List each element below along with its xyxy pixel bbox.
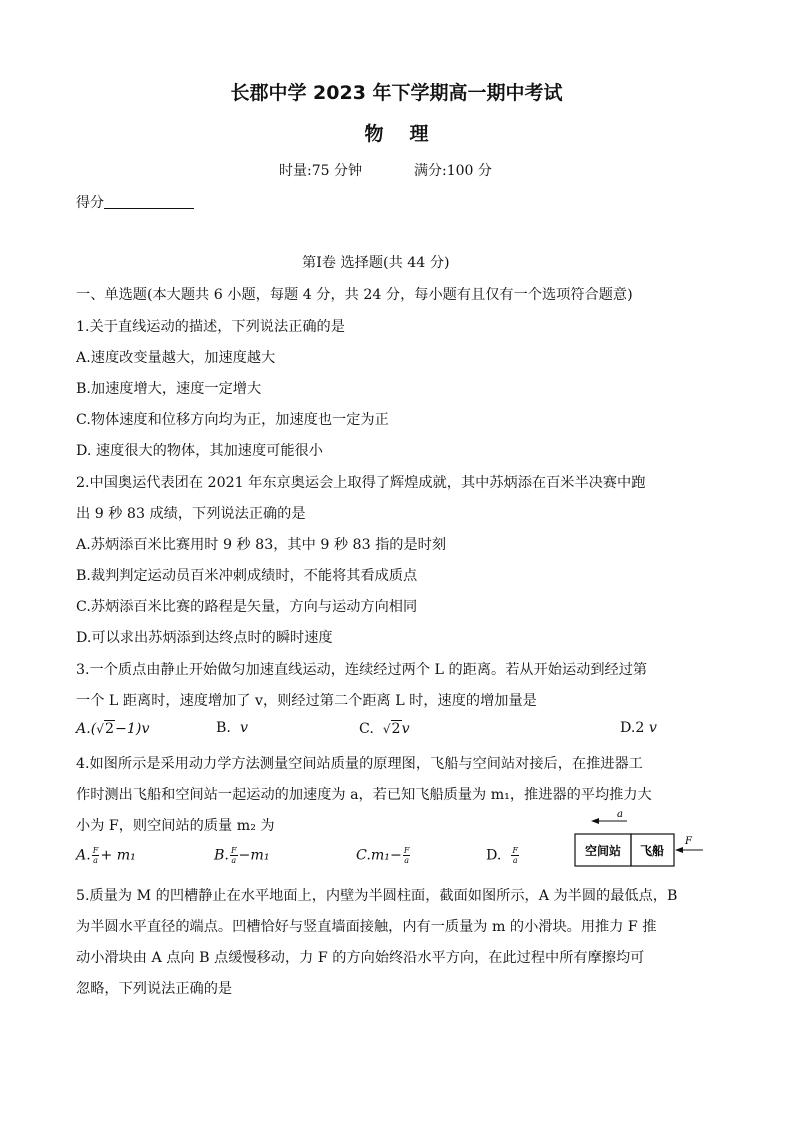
exam-time: 时量:75 分钟 [279,163,362,179]
q3-option-a: A.(√2−1)v [76,721,150,737]
exam-meta [279,160,492,180]
subject-char-2: 理 [409,123,429,145]
subject-char-1: 物 [364,123,384,145]
q3-a-suffix: −1) [114,721,142,737]
q3-c-var: v [401,721,410,737]
q4-b-fraction: $\frac{F}{a}$ [230,846,237,865]
exam-title: 长郡中学 2023 年下学期高一期中考试 [230,82,563,104]
q4-a-suffix: + m₁ [100,847,136,864]
q1-stem: 1.关于直线运动的描述，下列说法正确的是 [76,319,345,335]
accel-label: a [617,809,623,820]
q3-b-prefix: B. [216,720,231,736]
section-title: 第Ⅰ卷 选择题(共 44 分) [302,255,450,271]
q3-a-var: v [141,721,150,737]
q2-option-a: A.苏炳添百米比赛用时 9 秒 83，其中 9 秒 83 指的是时刻 [76,537,447,553]
q4-diagram [573,806,713,870]
q5-line-2: 为半圆水平直径的端点。凹槽恰好与竖直墙面接触，内有一质量为 m 的小滑块。用推力 F 推 [76,919,657,935]
part-title: 一、单选题(本大题共 6 小题，每题 4 分，共 24 分，每小题有且仅有一个选项符合题意) [76,287,633,303]
q5-line-1: 5.质量为 M 的凹槽静止在水平地面上，内壁为半圆柱面，截面如图所示，A 为半圆的最低点，B [76,888,678,904]
exam-full-score: 满分:100 分 [413,163,492,179]
q3-option-b [216,720,248,736]
subject-title [0,119,793,146]
q3-a-prefix: A.( [76,721,97,737]
station-label: 空间站 [584,844,622,858]
q1-option-b: B.加速度增大，速度一定增大 [76,381,262,397]
q2-option-b: B.裁判判定运动员百米冲刺成绩时，不能将其看成质点 [76,568,418,584]
q4-stem-line-3: 小为 F，则空间站的质量 m₂ 为 [76,818,275,834]
q4-option-c [356,846,411,865]
q4-option-b [214,846,270,865]
ship-label: 飞船 [639,844,665,858]
force-label: F [685,836,692,847]
q4-a-fraction: $\frac{F}{a}$ [92,846,99,865]
score-blank-line [104,194,194,209]
q2-option-c: C.苏炳添百米比赛的路程是矢量，方向与运动方向相同 [76,599,418,615]
force-arrow-head [675,847,683,853]
q4-option-d [486,846,520,865]
q1-option-c: C.物体速度和位移方向均为正，加速度也一定为正 [76,412,389,428]
q4-stem-line-1: 4.如图所示是采用动力学方法测量空间站质量的原理图，飞船与空间站对接后，在推进器工 [76,756,643,772]
q3-d-var: v [648,720,657,736]
q3-b-var: v [239,720,248,736]
q2-stem-line-2: 出 9 秒 83 成绩，下列说法正确的是 [76,506,306,522]
q5-line-4: 忽略，下列说法正确的是 [76,981,233,997]
q3-a-root: 2 [104,721,114,737]
q4-a-prefix: A. [76,847,91,864]
q4-b-prefix: B. [214,847,229,864]
q1-option-d: D. 速度很大的物体，其加速度可能很小 [76,443,323,459]
q4-option-a [76,846,136,865]
q3-option-d [620,720,657,736]
score-field [76,192,194,212]
q4-c-prefix: C.m₁− [356,847,402,864]
q4-stem-line-2: 作时测出飞船和空间站一起运动的加速度为 a，若已知飞船质量为 m₁，推进器的平均推力大 [76,787,652,803]
q3-option-c: C. √2v [359,721,410,737]
q5-line-3: 动小滑块由 A 点向 B 点缓慢移动，力 F 的方向始终沿水平方向，在此过程中所有摩擦均可 [76,950,645,966]
q1-option-a: A.速度改变量越大，加速度越大 [76,350,276,366]
accel-arrow-head [591,818,599,824]
q4-d-prefix: D. [486,847,502,864]
q3-stem-line-2: 一个 L 距离时，速度增加了 v，则经过第二个距离 L 时，速度的增加量是 [76,693,537,709]
q2-stem-line-1: 2.中国奥运代表团在 2021 年东京奥运会上取得了辉煌成就，其中苏炳添在百米半决赛中跑 [76,475,646,491]
q4-c-fraction: $\frac{F}{a}$ [403,846,410,865]
q4-d-fraction: $\frac{F}{a}$ [512,846,518,865]
q3-d-prefix: D.2 [620,720,645,736]
q3-c-prefix: C. [359,721,374,737]
q2-option-d: D.可以求出苏炳添到达终点时的瞬时速度 [76,630,333,646]
q3-c-root: 2 [391,721,401,737]
score-label: 得分 [76,195,104,211]
q3-stem-line-1: 3.一个质点由静止开始做匀加速直线运动，连续经过两个 L 的距离。若从开始运动到经过第 [76,662,648,678]
q4-b-suffix: −m₁ [238,847,270,864]
